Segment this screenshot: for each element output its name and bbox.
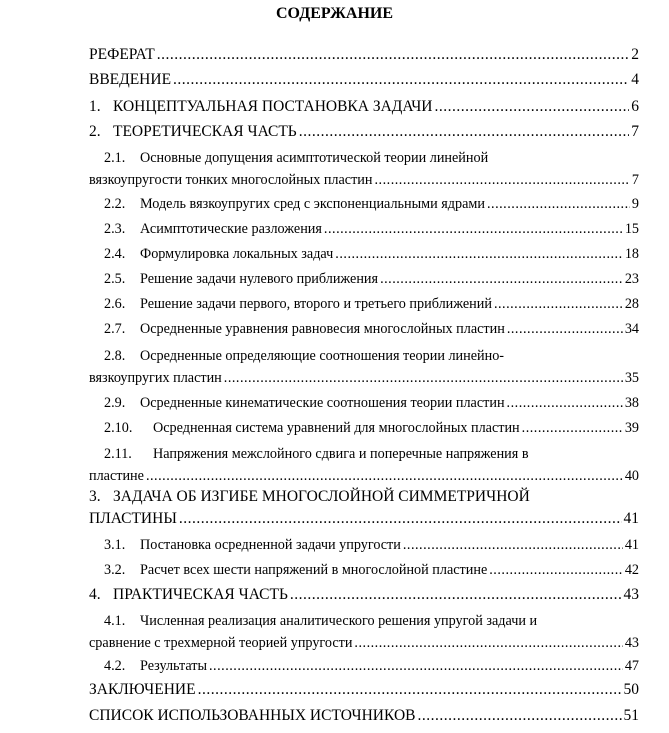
dot-leader — [157, 44, 630, 66]
toc-entry[interactable] — [104, 218, 639, 240]
entry-title: Результаты — [140, 658, 207, 674]
entry-number: 2.4. — [104, 246, 126, 262]
entry-page: 50 — [623, 681, 639, 698]
entry-page: 18 — [624, 246, 639, 262]
dot-leader — [403, 534, 623, 556]
entry-page: 9 — [631, 196, 639, 212]
dot-leader — [522, 417, 623, 439]
toc-entry[interactable] — [89, 584, 639, 606]
entry-number: 3. — [89, 488, 101, 505]
entry-number: 2.6. — [104, 296, 126, 312]
entry-page: 7 — [631, 123, 639, 140]
toc-entry[interactable] — [89, 486, 639, 530]
entry-number: 1. — [89, 98, 101, 115]
toc-entry[interactable] — [104, 559, 639, 581]
toc-entry[interactable] — [89, 96, 639, 118]
entry-title: Основные допущения асимптотической теории линейной — [140, 150, 489, 166]
toc-entry[interactable] — [104, 534, 639, 556]
entry-number: 2.8. — [104, 348, 126, 364]
toc-entry[interactable] — [89, 443, 639, 487]
entry-number: 4.1. — [104, 613, 126, 629]
entry-title: Осредненные кинематические соотношения теории пластин — [140, 395, 505, 411]
entry-title-cont: вязкоупругости тонких многослойных пластин — [89, 172, 373, 188]
entry-page: 23 — [624, 271, 639, 287]
entry-page: 43 — [623, 586, 639, 603]
dot-leader — [173, 69, 629, 91]
toc-entry[interactable] — [104, 268, 639, 290]
dot-leader — [354, 632, 622, 654]
entry-title: Напряжения межслойного сдвига и поперечные напряжения в — [153, 446, 529, 462]
toc-entry[interactable] — [89, 147, 639, 191]
entry-page: 4 — [631, 71, 639, 88]
entry-page: 6 — [631, 98, 639, 115]
entry-title: ЗАКЛЮЧЕНИЕ — [89, 681, 196, 698]
dot-leader — [487, 193, 630, 215]
entry-title: РЕФЕРАТ — [89, 46, 155, 63]
entry-title: Постановка осредненной задачи упругости — [140, 537, 401, 553]
entry-title: ПРАКТИЧЕСКАЯ ЧАСТЬ — [113, 586, 288, 603]
entry-page: 2 — [631, 46, 639, 63]
entry-page: 15 — [624, 221, 639, 237]
page-title: СОДЕРЖАНИЕ — [275, 5, 394, 22]
toc-entry[interactable] — [104, 655, 639, 677]
entry-title: Асимптотические разложения — [140, 221, 322, 237]
toc-entry[interactable] — [104, 318, 639, 340]
dot-leader — [434, 96, 629, 118]
toc-entry[interactable] — [104, 293, 639, 315]
toc-entry[interactable] — [104, 243, 639, 265]
entry-number: 4.2. — [104, 658, 126, 674]
entry-number: 2.9. — [104, 395, 126, 411]
entry-title: Решение задачи нулевого приближения — [140, 271, 379, 287]
entry-title: СПИСОК ИСПОЛЬЗОВАННЫХ ИСТОЧНИКОВ — [89, 707, 416, 724]
toc-entry[interactable] — [89, 345, 639, 389]
dot-leader — [290, 584, 622, 606]
entry-title: Осредненные уравнения равновесия многослойных пластин — [140, 321, 505, 337]
entry-title: Численная реализация аналитического решения упругой задачи и — [140, 613, 538, 629]
toc-entry[interactable] — [89, 610, 639, 654]
toc-entry[interactable] — [89, 679, 639, 701]
entry-number: 2.11. — [104, 446, 132, 462]
entry-number: 3.1. — [104, 537, 126, 553]
dot-leader — [209, 655, 623, 677]
entry-title-cont: пластине — [89, 468, 144, 484]
toc-entry[interactable] — [89, 121, 639, 143]
entry-page: 40 — [624, 468, 639, 484]
entry-page: 7 — [631, 172, 639, 188]
entry-title-cont: ПЛАСТИНЫ — [89, 510, 177, 527]
entry-number: 2.7. — [104, 321, 126, 337]
entry-page: 41 — [623, 510, 639, 527]
entry-title: КОНЦЕПТУАЛЬНАЯ ПОСТАНОВКА ЗАДАЧИ — [113, 98, 433, 115]
dot-leader — [375, 169, 630, 191]
entry-title: Модель вязкоупругих сред с экспоненциальными ядрами — [140, 196, 485, 212]
entry-page: 51 — [623, 707, 639, 724]
dot-leader — [198, 679, 622, 701]
dot-leader — [507, 318, 623, 340]
entry-title: ТЕОРЕТИЧЕСКАЯ ЧАСТЬ — [113, 123, 297, 140]
dot-leader — [224, 367, 623, 389]
dot-leader — [494, 293, 623, 315]
entry-page: 35 — [624, 370, 639, 386]
entry-page: 34 — [624, 321, 639, 337]
entry-number: 3.2. — [104, 562, 126, 578]
entry-page: 41 — [624, 537, 639, 553]
entry-page: 47 — [624, 658, 639, 674]
entry-title: ЗАДАЧА ОБ ИЗГИБЕ МНОГОСЛОЙНОЙ СИММЕТРИЧНОЙ — [113, 488, 530, 505]
entry-title: Решение задачи первого, второго и третьего приближений — [140, 296, 492, 312]
dot-leader — [417, 705, 621, 727]
dot-leader — [335, 243, 623, 265]
toc-entry[interactable] — [104, 417, 639, 439]
dot-leader — [146, 465, 623, 487]
entry-title: Расчет всех шести напряжений в многослойной пластине — [140, 562, 488, 578]
dot-leader — [299, 121, 630, 143]
entry-title: Осредненная система уравнений для многослойных пластин — [153, 420, 520, 436]
entry-number: 2.2. — [104, 196, 126, 212]
dot-leader — [489, 559, 623, 581]
entry-title: Осредненные определяющие соотношения теории линейно- — [140, 348, 505, 364]
entry-number: 2. — [89, 123, 101, 140]
entry-title-cont: сравнение с трехмерной теорией упругости — [89, 635, 353, 651]
entry-title: Формулировка локальных задач — [140, 246, 334, 262]
toc-entry[interactable] — [104, 193, 639, 215]
entry-number: 2.3. — [104, 221, 126, 237]
dot-leader — [324, 218, 623, 240]
entry-title-cont: вязкоупругих пластин — [89, 370, 222, 386]
entry-title: ВВЕДЕНИЕ — [89, 71, 172, 88]
entry-page: 42 — [624, 562, 639, 578]
toc-entry[interactable] — [89, 44, 639, 66]
entry-number: 2.1. — [104, 150, 126, 166]
toc-entry[interactable] — [89, 705, 639, 727]
entry-number: 2.10. — [104, 420, 133, 436]
entry-page: 43 — [624, 635, 639, 651]
toc-entry[interactable] — [89, 69, 639, 91]
entry-page: 39 — [624, 420, 639, 436]
dot-leader — [507, 392, 623, 414]
entry-number: 4. — [89, 586, 101, 603]
dot-leader — [179, 508, 622, 530]
entry-number: 2.5. — [104, 271, 126, 287]
dot-leader — [380, 268, 623, 290]
entry-page: 28 — [624, 296, 639, 312]
entry-page: 38 — [624, 395, 639, 411]
toc-entry[interactable] — [104, 392, 639, 414]
